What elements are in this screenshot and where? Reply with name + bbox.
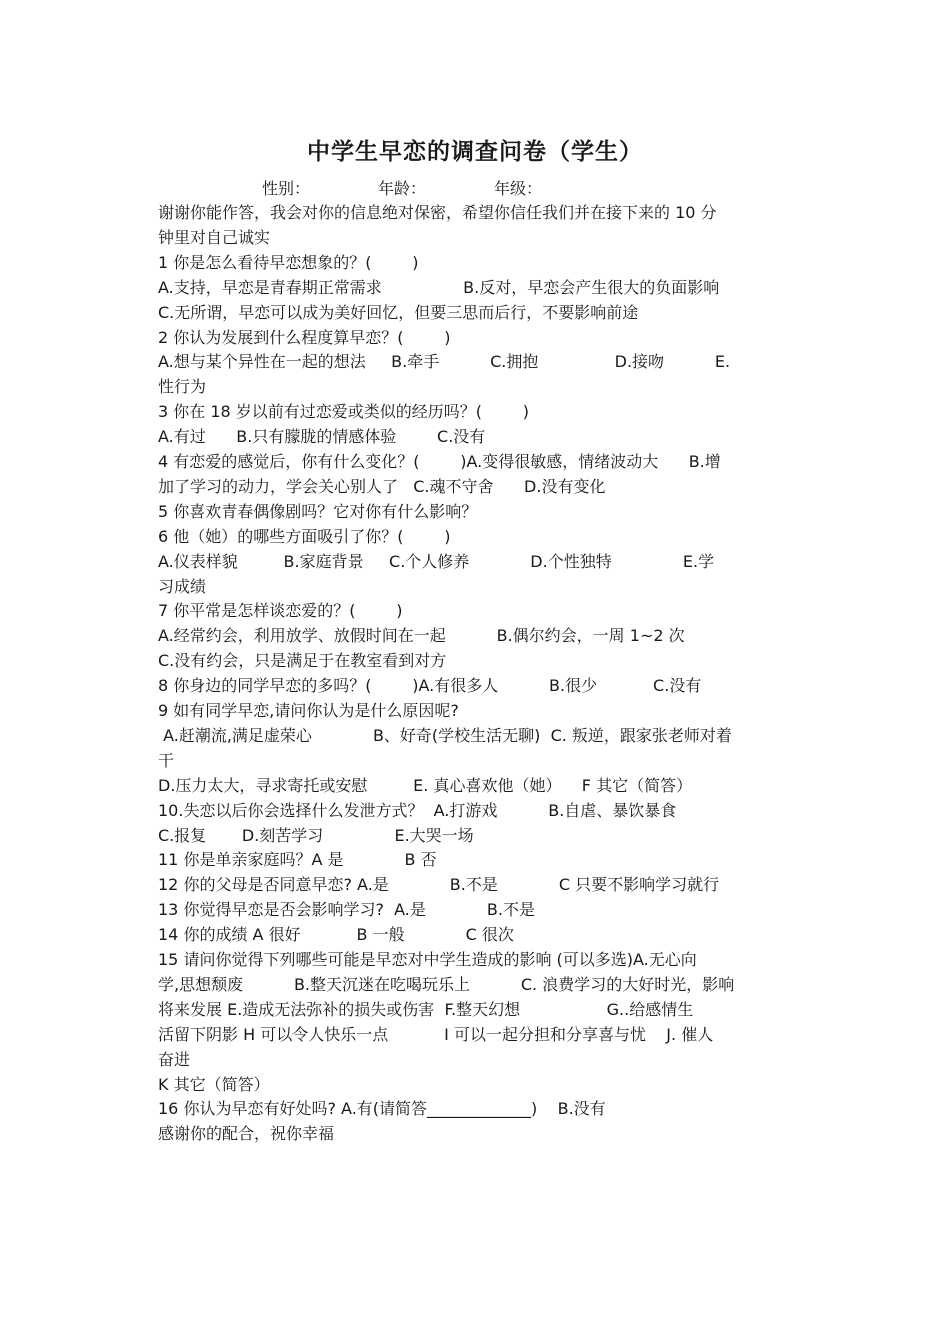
questionnaire-line: 16 你认为早恋有好处吗? A.有(请简答_____________) B.没有 — [158, 1099, 606, 1119]
questionnaire-line: A.支持，早恋是青春期正常需求 B.反对，早恋会产生很大的负面影响 — [158, 277, 720, 297]
questionnaire-line: A.赶潮流,满足虚荣心 B、好奇(学校生活无聊) C. 叛逆，跟家张老师对着 — [158, 725, 732, 745]
questionnaire-line: 1 你是怎么看待早恋想象的？( ) — [158, 252, 419, 272]
questionnaire-line: A.仪表样貌 B.家庭背景 C.个人修养 D.个性独特 E.学 — [158, 551, 715, 571]
questionnaire-line: 加了学习的动力，学会关心别人了 C.魂不守舍 D.没有变化 — [158, 476, 606, 496]
questionnaire-line: C.没有约会，只是满足于在教室看到对方 — [158, 651, 447, 671]
questionnaire-line: 习成绩 — [158, 576, 207, 596]
questionnaire-line: 学,思想颓废 B.整天沉迷在吃喝玩乐上 C. 浪费学习的大好时光，影响 — [158, 974, 735, 994]
questionnaire-line: A.经常约会，利用放学、放假时间在一起 B.偶尔约会，一周 1~2 次 — [158, 626, 685, 646]
questionnaire-line: 7 你平常是怎样谈恋爱的？( ) — [158, 601, 403, 621]
age-label: 年龄： — [378, 179, 427, 198]
questionnaire-line: 感谢你的配合，祝你幸福 — [158, 1124, 335, 1144]
questionnaire-line: 8 你身边的同学早恋的多吗？( )A.有很多人 B.很少 C.没有 — [158, 676, 702, 696]
questionnaire-line: 性行为 — [158, 377, 207, 397]
questionnaire-line: 12 你的父母是否同意早恋? A.是 B.不是 C 只要不影响学习就行 — [158, 875, 720, 895]
page-title: 中学生早恋的调查问卷（学生） — [307, 139, 643, 165]
questionnaire-line: 2 你认为发展到什么程度算早恋？( ) — [158, 327, 451, 347]
questionnaire-line: 奋进 — [158, 1049, 191, 1069]
questionnaire-line: 4 有恋爱的感觉后，你有什么变化？( )A.变得很敏感，情绪波动大 B.增 — [158, 452, 721, 471]
questionnaire-line: 5 你喜欢青春偶像剧吗？它对你有什么影响？ — [158, 501, 478, 521]
respondent-info-row — [0, 176, 950, 198]
questionnaire-line: 14 你的成绩 A 很好 B 一般 C 很次 — [158, 925, 514, 945]
grade-label: 年级： — [494, 179, 543, 198]
gender-label: 性别： — [262, 179, 311, 198]
questionnaire-line: C.报复 D.刻苦学习 E.大哭一场 — [158, 825, 474, 845]
questionnaire-line: A.想与某个异性在一起的想法 B.牵手 C.拥抱 D.接吻 E. — [158, 352, 731, 372]
questionnaire-line: 3 你在 18 岁以前有过恋爱或类似的经历吗？( ) — [158, 402, 529, 422]
questionnaire-line: 干 — [158, 750, 175, 770]
questionnaire-line: C.无所谓，早恋可以成为美好回忆，但要三思而后行，不要影响前途 — [158, 302, 639, 322]
questionnaire-line: 9 如有同学早恋,请问你认为是什么原因呢? — [158, 701, 459, 720]
questionnaire-line: 15 请问你觉得下列哪些可能是早恋对中学生造成的影响 (可以多选)A.无心向 — [158, 950, 697, 969]
questionnaire-line: 将来发展 E.造成无法弥补的损失或伤害 F.整天幻想 G..给感情生 — [158, 999, 694, 1019]
questionnaire-line: 谢谢你能作答，我会对你的信息绝对保密，希望你信任我们并在接下来的 10 分 — [158, 203, 717, 222]
questionnaire-line: 6 他（她）的哪些方面吸引了你？( ) — [158, 526, 451, 546]
questionnaire-line: 13 你觉得早恋是否会影响学习? A.是 B.不是 — [158, 900, 535, 920]
questionnaire-line: 活留下阴影 H 可以令人快乐一点 I 可以一起分担和分享喜与忧 J. 催人 — [158, 1024, 714, 1044]
questionnaire-line: 钟里对自己诚实 — [158, 227, 271, 247]
questionnaire-line: A.有过 B.只有朦胧的情感体验 C.没有 — [158, 427, 486, 447]
questionnaire-line: K 其它（简答） — [158, 1074, 270, 1094]
questionnaire-line: 11 你是单亲家庭吗？A 是 B 否 — [158, 850, 437, 870]
questionnaire-line: 10.失恋以后你会选择什么发泄方式？ A.打游戏 B.自虐、暴饮暴食 — [158, 800, 677, 820]
questionnaire-line: D.压力太大，寻求寄托或安慰 E. 真心喜欢他（她） F 其它（简答） — [158, 775, 693, 795]
